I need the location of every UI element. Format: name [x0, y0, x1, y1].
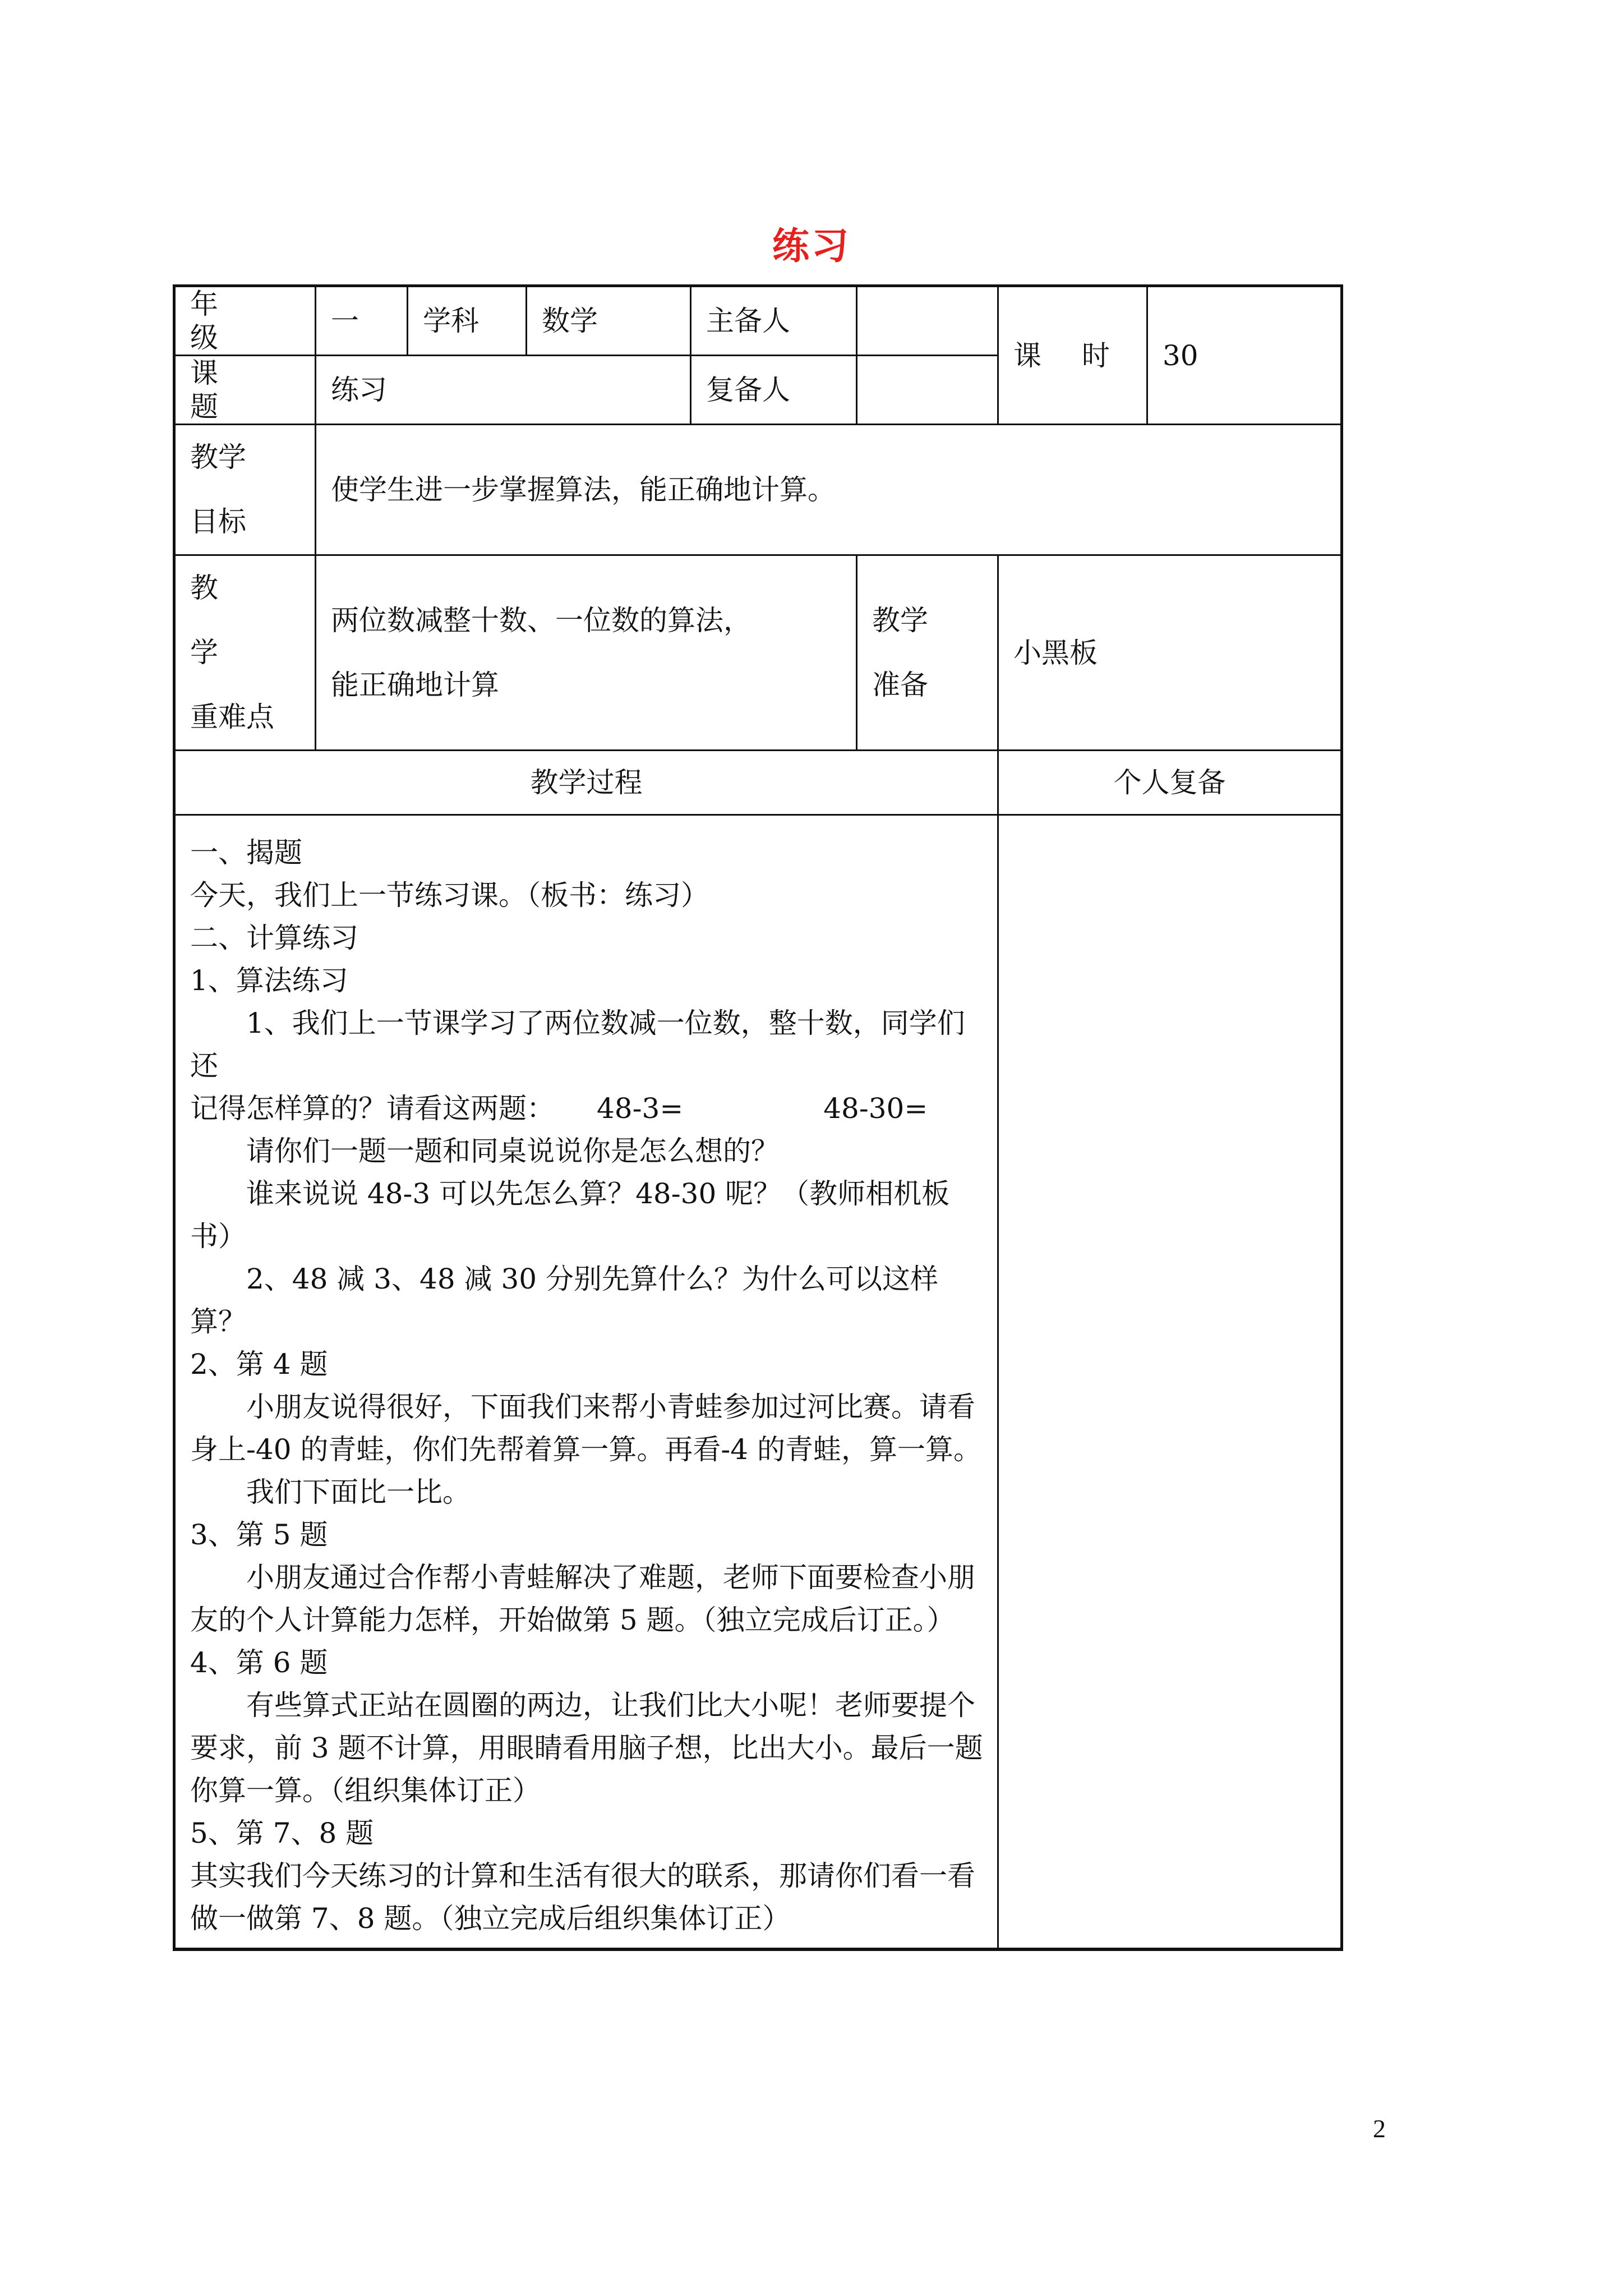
co-preparer-label: 复备人 [691, 356, 857, 425]
page-number: 2 [1373, 2114, 1386, 2143]
teaching-prep-label-line1: 教学 [872, 604, 928, 637]
lesson-plan-table [173, 284, 1343, 1951]
process-line: 请你们一题一题和同桌说说你是怎么想的？ [246, 1135, 779, 1167]
process-line: 小朋友通过合作帮小青蛙解决了难题，老师下面要检查小朋 [246, 1561, 975, 1594]
subject-label: 学科 [408, 286, 527, 356]
main-preparer-value [857, 286, 998, 356]
key-points-text-line2: 能正确地计算 [331, 668, 499, 701]
teaching-prep-value: 小黑板 [998, 555, 1342, 751]
process-line: 小朋友说得很好，下面我们来帮小青蛙参加过河比赛。请看 [246, 1391, 975, 1423]
process-line: 要求，前 3 题不计算，用眼睛看用脑子想，比出大小。最后一题 [190, 1732, 983, 1764]
key-points-label-line1: 教 学 [190, 572, 234, 669]
process-line: 1、我们上一节课学习了两位数减一位数，整十数，同学们还 [190, 1007, 965, 1082]
objectives-label-line1: 教学 [190, 441, 246, 473]
grade-label: 年 级 [174, 286, 316, 356]
process-line: 其实我们今天练习的计算和生活有很大的联系，那请你们看一看 [190, 1860, 975, 1892]
objectives-text: 使学生进一步掌握算法，能正确地计算。 [316, 425, 1342, 555]
topic-value: 练习 [316, 356, 691, 425]
teaching-process-content [174, 815, 998, 1950]
document-title: 练习 [772, 224, 851, 268]
process-line: 你算一算。（组织集体订正） [190, 1774, 541, 1807]
topic-label: 课 题 [174, 356, 316, 425]
grade-value: 一 [316, 286, 408, 356]
period-label: 课 时 [998, 286, 1147, 425]
objectives-label [174, 425, 316, 555]
personal-notes-cell [998, 815, 1342, 1950]
key-points-text [316, 555, 857, 751]
process-line: 5、第 7、8 题 [190, 1817, 374, 1849]
process-line: 1、算法练习 [190, 964, 348, 997]
process-line: 2、48 减 3、48 减 30 分别先算什么？为什么可以这样算？ [190, 1263, 938, 1338]
key-points-label-line2: 重难点 [190, 701, 274, 733]
process-line: 3、第 5 题 [190, 1519, 328, 1551]
process-line: 身上-40 的青蛙，你们先帮着算一算。再看-4 的青蛙，算一算。 [190, 1433, 982, 1466]
process-column-header: 教学过程 [174, 751, 998, 815]
process-line: 二、计算练习 [190, 922, 358, 954]
process-line: 友的个人计算能力怎样，开始做第 5 题。（独立完成后订正。） [190, 1604, 955, 1636]
process-line: 记得怎样算的？请看这两题： 48-3= 48-30= [190, 1092, 928, 1125]
process-line: 谁来说说 48-3 可以先怎么算？48-30 呢？（教师相机板书） [190, 1177, 950, 1253]
subject-value: 数学 [527, 286, 691, 356]
key-points-text-line1: 两位数减整十数、一位数的算法， [331, 604, 751, 637]
process-line: 做一做第 7、8 题。（独立完成后组织集体订正） [190, 1902, 791, 1935]
period-value: 30 [1147, 286, 1342, 425]
co-preparer-value [857, 356, 998, 425]
teaching-prep-label-line2: 准备 [872, 668, 928, 701]
key-points-label [174, 555, 316, 751]
main-preparer-label: 主备人 [691, 286, 857, 356]
personal-column-header: 个人复备 [998, 751, 1342, 815]
process-line: 今天，我们上一节练习课。（板书：练习） [190, 879, 709, 912]
process-line: 我们下面比一比。 [246, 1476, 471, 1508]
teaching-prep-label [857, 555, 998, 751]
process-line: 一、揭题 [190, 836, 302, 869]
process-line: 4、第 6 题 [190, 1646, 328, 1679]
process-line: 2、第 4 题 [190, 1348, 328, 1381]
process-line: 有些算式正站在圆圈的两边，让我们比大小呢！老师要提个 [246, 1689, 975, 1722]
objectives-label-line2: 目标 [190, 505, 246, 538]
